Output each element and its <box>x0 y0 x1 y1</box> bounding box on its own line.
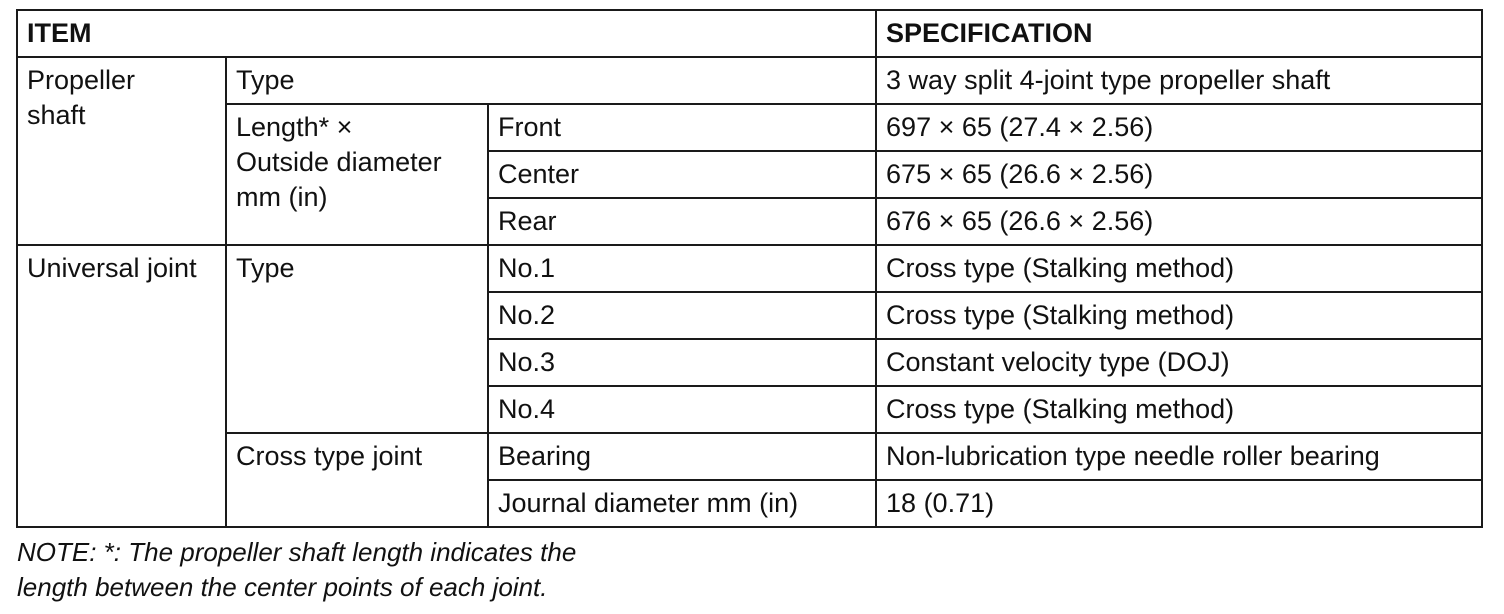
header-specification: SPECIFICATION <box>876 10 1482 57</box>
value-front: 697 × 65 (27.4 × 2.56) <box>876 104 1482 151</box>
table-row <box>17 433 1482 480</box>
specification-table <box>16 9 1483 528</box>
footnote <box>17 535 576 605</box>
joint-no-4: No.4 <box>488 386 876 433</box>
joint-value-3: Constant velocity type (DOJ) <box>876 339 1482 386</box>
cross-item-bearing: Bearing <box>488 433 876 480</box>
header-row <box>17 10 1482 57</box>
propeller-shaft-label-line1: Propeller <box>27 65 136 95</box>
table-row <box>17 104 1482 151</box>
propeller-type-label: Type <box>226 57 876 104</box>
length-diameter-label <box>226 104 488 245</box>
joint-no-3: No.3 <box>488 339 876 386</box>
propeller-type-value: 3 way split 4-joint type propeller shaft <box>876 57 1482 104</box>
propeller-shaft-label <box>17 57 226 245</box>
joint-no-1: No.1 <box>488 245 876 292</box>
position-rear: Rear <box>488 198 876 245</box>
cross-value-journal: 18 (0.71) <box>876 480 1482 527</box>
joint-value-2: Cross type (Stalking method) <box>876 292 1482 339</box>
universal-joint-label: Universal joint <box>17 245 226 527</box>
value-rear: 676 × 65 (26.6 × 2.56) <box>876 198 1482 245</box>
table-row <box>17 245 1482 292</box>
joint-value-1: Cross type (Stalking method) <box>876 245 1482 292</box>
footnote-line2: length between the center points of each joint. <box>17 572 548 602</box>
position-front: Front <box>488 104 876 151</box>
universal-joint-type-label: Type <box>226 245 488 433</box>
propeller-shaft-label-line2: shaft <box>27 100 86 130</box>
cross-item-journal: Journal diameter mm (in) <box>488 480 876 527</box>
header-item: ITEM <box>17 10 876 57</box>
joint-value-4: Cross type (Stalking method) <box>876 386 1482 433</box>
length-label-line2: Outside diameter <box>236 147 442 177</box>
cross-value-bearing: Non-lubrication type needle roller bearing <box>876 433 1482 480</box>
table-row <box>17 57 1482 104</box>
footnote-line1: NOTE: *: The propeller shaft length indicates the <box>17 537 577 567</box>
length-label-line1: Length* × <box>236 112 353 142</box>
cross-type-joint-label: Cross type joint <box>226 433 488 527</box>
joint-no-2: No.2 <box>488 292 876 339</box>
value-center: 675 × 65 (26.6 × 2.56) <box>876 151 1482 198</box>
length-label-line3: mm (in) <box>236 182 328 212</box>
position-center: Center <box>488 151 876 198</box>
